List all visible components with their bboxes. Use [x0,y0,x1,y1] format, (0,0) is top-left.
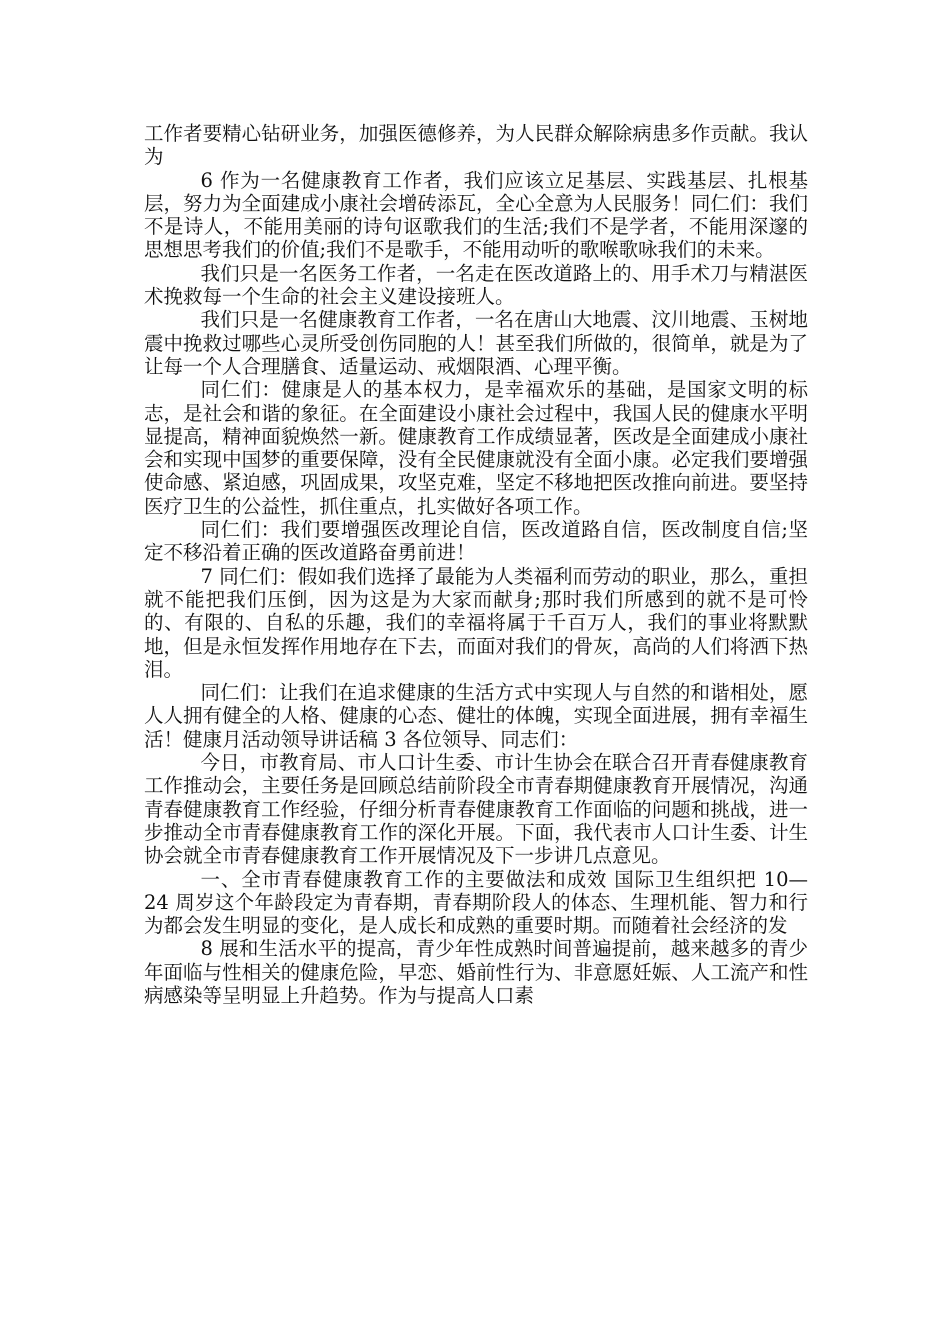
paragraph-2: 6 作为一名健康教育工作者，我们应该立足基层、实践基层、扎根基层，努力为全面建成小康社会增砖添瓦，全心全意为人民服务！同仁们：我们不是诗人，不能用美丽的诗句讴歌我们的生活;我们不是学者，不能用深邃的思想思考我们的价值;我们不是歌手，不能用动听的歌喉歌咏我们的未来。 [144,168,808,262]
paragraph-4: 我们只是一名健康教育工作者，一名在唐山大地震、汶川地震、玉树地震中挽救过哪些心灵所受创伤同胞的人！甚至我们所做的，很简单，就是为了让每一个人合理膳食、适量运动、戒烟限酒、心理平衡。 [144,308,808,378]
paragraph-7: 7 同仁们：假如我们选择了最能为人类福利而劳动的职业，那么，重担就不能把我们压倒，因为这是为大家而献身;那时我们所感到的就不是可怜的、有限的、自私的乐趣，我们的幸福将属于千百万人，我们的事业将默默地，但是永恒发挥作用地存在下去，而面对我们的骨灰，高尚的人们将洒下热泪。 [144,564,808,681]
paragraph-3: 我们只是一名医务工作者，一名走在医改道路上的、用手术刀与精湛医术挽救每一个生命的社会主义建设接班人。 [144,261,808,309]
paragraph-8: 同仁们：让我们在追求健康的生活方式中实现人与自然的和谐相处，愿人人拥有健全的人格、健康的心态、健壮的体魄，实现全面进展，拥有幸福生活！健康月活动领导讲话稿 3 各位领导、同志们： [144,681,808,751]
paragraph-5: 同仁们：健康是人的基本权力，是幸福欢乐的基础，是国家文明的标志，是社会和谐的象征。在全面建设小康社会过程中，我国人民的健康水平明显提高，精神面貌焕然一新。健康教育工作成绩显著，医改是全面建成小康社会和实现中国梦的重要保障，没有全民健康就没有全面小康。必定我们要增强使命感、紧迫感，巩固成果，攻坚克难，坚定不移地把医改推向前进。要坚持医疗卫生的公益性，抓住重点，扎实做好各项工作。 [144,378,808,518]
paragraph-6: 同仁们：我们要增强医改理论自信，医改道路自信，医改制度自信;坚定不移沿着正确的医改道路奋勇前进！ [144,518,808,565]
document-page [144,122,808,1007]
paragraph-9: 今日，市教育局、市人口计生委、市计生协会在联合召开青春健康教育工作推动会，主要任务是回顾总结前阶段全市青春期健康教育开展情况，沟通青春健康教育工作经验，仔细分析青春健康教育工作面临的问题和挑战，进一步推动全市青春健康教育工作的深化开展。下面，我代表市人口计生委、计生协会就全市青春健康教育工作开展情况及下一步讲几点意见。 [144,751,808,868]
paragraph-1: 工作者要精心钻研业务，加强医德修养，为人民群众解除病患多作贡献。我认为 [144,122,808,169]
paragraph-10: 一、全市青春健康教育工作的主要做法和成效 国际卫生组织把 10—24 周岁这个年龄段定为青春期，青春期阶段人的体态、生理机能、智力和行为都会发生明显的变化，是人成长和成熟的重要时期。而随着社会经济的发 [144,867,808,938]
paragraph-11: 8 展和生活水平的提高，青少年性成熟时间普遍提前，越来越多的青少年面临与性相关的健康危险，早恋、婚前性行为、非意愿妊娠、人工流产和性病感染等呈明显上升趋势。作为与提高人口素 [144,937,808,1007]
